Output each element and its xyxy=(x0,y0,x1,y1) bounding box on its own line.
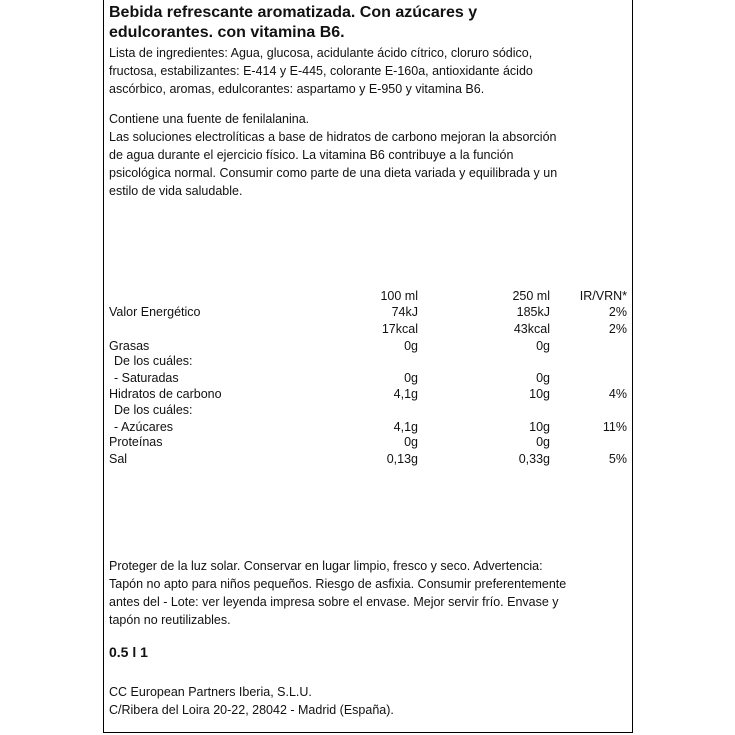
value-250ml: 0,33g xyxy=(518,452,550,466)
value-ir: 11% xyxy=(602,420,627,434)
ingredients-line: Lista de ingredientes: Agua, glucosa, acidulante ácido cítrico, cloruro sódico, xyxy=(109,46,533,60)
nutrition-header-row xyxy=(104,288,634,305)
nutrient-label: - Saturadas xyxy=(114,371,179,385)
value-250ml: 0g xyxy=(536,435,550,449)
company-address: C/Ribera del Loira 20-22, 28042 - Madrid (España). xyxy=(109,703,394,717)
claims-line: psicológica normal. Consumir como parte de una dieta variada y equilibrada y un xyxy=(109,166,558,180)
value-ir: 4% xyxy=(608,387,627,401)
storage-line: tapón no reutilizables. xyxy=(109,613,231,627)
phenylalanine-notice: Contiene una fuente de fenilalanina. xyxy=(109,112,310,126)
health-claims xyxy=(109,128,557,200)
header-100ml: 100 ml xyxy=(380,289,418,303)
header-ir-vrn: IR/VRN* xyxy=(579,289,627,303)
storage-line: antes del - Lote: ver leyenda impresa sobre el envase. Mejor servir frío. Envase y xyxy=(109,595,559,609)
value-100ml: 0g xyxy=(404,339,418,353)
value-100ml: 4,1g xyxy=(393,420,418,434)
claims-line: Las soluciones electrolíticas a base de hidratos de carbono mejoran la absorción xyxy=(109,130,557,144)
nutrient-label: Valor Energético xyxy=(109,305,201,319)
nutrition-row-of-which xyxy=(104,353,634,370)
product-title-line-1: Bebida refrescante aromatizada. Con azúcares y xyxy=(109,4,478,21)
nutrient-label: De los cuáles: xyxy=(114,403,193,417)
value-100ml: 74kJ xyxy=(391,305,418,319)
nutrition-row-salt xyxy=(104,451,634,468)
nutrition-row-saturates xyxy=(104,370,634,387)
nutrition-row-energy-kj xyxy=(104,304,634,321)
ingredients-line: ascórbico, aromas, edulcorantes: aspartamo y E-950 y vitamina B6. xyxy=(109,82,485,96)
value-100ml: 0g xyxy=(404,371,418,385)
nutrient-label: Sal xyxy=(109,452,128,466)
nutrient-label: De los cuáles: xyxy=(114,354,193,368)
nutrient-label: - Azúcares xyxy=(114,420,174,434)
nutrition-row-of-which-2 xyxy=(104,402,634,419)
value-100ml: 0g xyxy=(404,435,418,449)
nutrition-row-energy-kcal xyxy=(104,321,634,338)
company-info xyxy=(109,683,394,719)
nutrient-label: Proteínas xyxy=(109,435,163,449)
value-ir: 2% xyxy=(608,322,627,336)
storage-line: Tapón no apto para niños pequeños. Riesgo de asfixia. Consumir preferentemente xyxy=(109,577,567,591)
value-250ml: 0g xyxy=(536,339,550,353)
value-250ml: 0g xyxy=(536,371,550,385)
nutrition-row-protein xyxy=(104,434,634,451)
value-100ml: 0,13g xyxy=(386,452,418,466)
ingredients-line: fructosa, estabilizantes: E-414 y E-445, colorante E-160a, antioxidante ácido xyxy=(109,64,533,78)
value-250ml: 185kJ xyxy=(516,305,550,319)
claims-line: estilo de vida saludable. xyxy=(109,184,243,198)
label-sheet xyxy=(103,0,633,733)
storage-line: Proteger de la luz solar. Conservar en lugar limpio, fresco y seco. Advertencia: xyxy=(109,559,543,573)
company-name: CC European Partners Iberia, S.L.U. xyxy=(109,685,312,699)
value-250ml: 43kcal xyxy=(513,322,550,336)
value-100ml: 17kcal xyxy=(381,322,418,336)
value-ir: 2% xyxy=(608,305,627,319)
nutrition-row-carbohydrate xyxy=(104,386,634,403)
ingredients-list xyxy=(109,44,533,98)
value-250ml: 10g xyxy=(529,387,550,401)
product-title-line-2: edulcorantes. con vitamina B6. xyxy=(109,24,345,41)
header-250ml: 250 ml xyxy=(512,289,550,303)
value-ir: 5% xyxy=(608,452,627,466)
nutrient-label: Grasas xyxy=(109,339,150,353)
claims-line: de agua durante el ejercicio físico. La vitamina B6 contribuye a la función xyxy=(109,148,514,162)
storage-instructions xyxy=(109,557,566,629)
package-size: 0.5 l 1 xyxy=(109,644,148,660)
value-250ml: 10g xyxy=(529,420,550,434)
product-title xyxy=(109,3,477,43)
value-100ml: 4,1g xyxy=(393,387,418,401)
nutrient-label: Hidratos de carbono xyxy=(109,387,222,401)
